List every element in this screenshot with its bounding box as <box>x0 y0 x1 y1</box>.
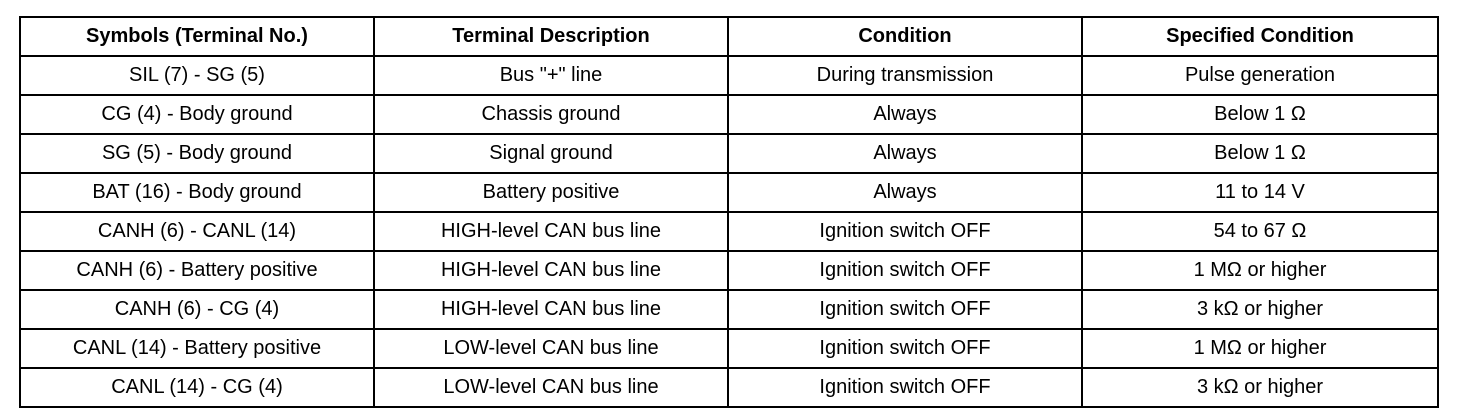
cell-terminal-description: LOW-level CAN bus line <box>374 368 728 407</box>
cell-specified-condition: 1 MΩ or higher <box>1082 251 1438 290</box>
cell-symbols: SG (5) - Body ground <box>20 134 374 173</box>
cell-terminal-description: HIGH-level CAN bus line <box>374 251 728 290</box>
cell-symbols: CANH (6) - Battery positive <box>20 251 374 290</box>
cell-condition: Always <box>728 134 1082 173</box>
cell-symbols: CANL (14) - Battery positive <box>20 329 374 368</box>
cell-condition: Ignition switch OFF <box>728 290 1082 329</box>
terminal-spec-table-container <box>19 16 1437 408</box>
table-row <box>20 95 1438 134</box>
table-row <box>20 212 1438 251</box>
table-header <box>20 17 1438 56</box>
cell-specified-condition: Below 1 Ω <box>1082 134 1438 173</box>
cell-specified-condition: 1 MΩ or higher <box>1082 329 1438 368</box>
cell-terminal-description: Signal ground <box>374 134 728 173</box>
cell-terminal-description: HIGH-level CAN bus line <box>374 212 728 251</box>
cell-symbols: SIL (7) - SG (5) <box>20 56 374 95</box>
table-row <box>20 329 1438 368</box>
cell-terminal-description: Chassis ground <box>374 95 728 134</box>
cell-condition: Ignition switch OFF <box>728 329 1082 368</box>
table-row <box>20 173 1438 212</box>
cell-condition: Ignition switch OFF <box>728 251 1082 290</box>
header-row <box>20 17 1438 56</box>
table-row <box>20 56 1438 95</box>
table-row <box>20 134 1438 173</box>
cell-terminal-description: Bus "+" line <box>374 56 728 95</box>
cell-symbols: CANH (6) - CANL (14) <box>20 212 374 251</box>
cell-condition: Ignition switch OFF <box>728 212 1082 251</box>
cell-specified-condition: 11 to 14 V <box>1082 173 1438 212</box>
cell-terminal-description: Battery positive <box>374 173 728 212</box>
cell-specified-condition: 3 kΩ or higher <box>1082 368 1438 407</box>
cell-condition: During transmission <box>728 56 1082 95</box>
cell-symbols: CG (4) - Body ground <box>20 95 374 134</box>
cell-specified-condition: 54 to 67 Ω <box>1082 212 1438 251</box>
cell-specified-condition: Pulse generation <box>1082 56 1438 95</box>
cell-symbols: CANL (14) - CG (4) <box>20 368 374 407</box>
terminal-spec-table <box>19 16 1439 408</box>
cell-specified-condition: Below 1 Ω <box>1082 95 1438 134</box>
cell-terminal-description: HIGH-level CAN bus line <box>374 290 728 329</box>
header-specified-condition: Specified Condition <box>1082 17 1438 56</box>
cell-condition: Always <box>728 173 1082 212</box>
header-condition: Condition <box>728 17 1082 56</box>
table-body <box>20 56 1438 407</box>
header-terminal-description: Terminal Description <box>374 17 728 56</box>
cell-terminal-description: LOW-level CAN bus line <box>374 329 728 368</box>
cell-condition: Always <box>728 95 1082 134</box>
cell-condition: Ignition switch OFF <box>728 368 1082 407</box>
table-row <box>20 368 1438 407</box>
table-row <box>20 251 1438 290</box>
cell-symbols: BAT (16) - Body ground <box>20 173 374 212</box>
header-symbols: Symbols (Terminal No.) <box>20 17 374 56</box>
table-row <box>20 290 1438 329</box>
cell-symbols: CANH (6) - CG (4) <box>20 290 374 329</box>
cell-specified-condition: 3 kΩ or higher <box>1082 290 1438 329</box>
